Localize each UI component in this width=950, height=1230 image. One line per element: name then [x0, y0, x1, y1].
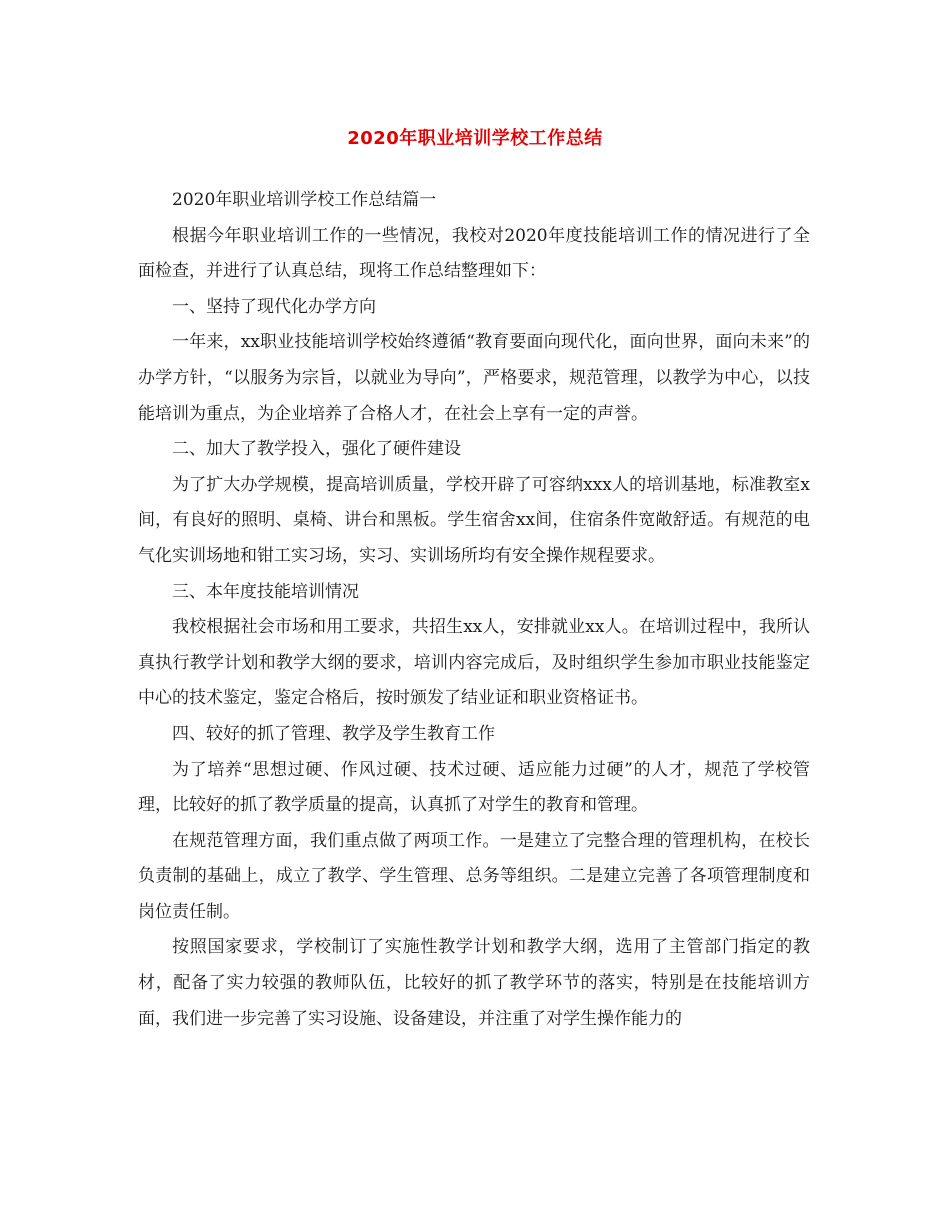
paragraph-section-4b: 在规范管理方面，我们重点做了两项工作。一是建立了完整合理的管理机构，在校长负责制的基础上，成立了教学、学生管理、总务等组织。二是建立完善了各项管理制度和岗位责任制。 — [138, 830, 810, 922]
section-heading-2: 二、加大了教学投入，强化了硬件建设 — [172, 439, 461, 460]
paragraph-section-3: 我校根据社会市场和用工要求，共招生xx人，安排就业xx人。在培训过程中，我所认真执行教学计划和教学大纲的要求，培训内容完成后，及时组织学生参加市职业技能鉴定中心的技术鉴定，鉴定合格后，按时颁发了结业证和职业资格证书。 — [138, 617, 810, 709]
paragraph-section-2: 为了扩大办学规模，提高培训质量，学校开辟了可容纳xxx人的培训基地，标准教室x间，有良好的照明、桌椅、讲台和黑板。学生宿舍xx间，住宿条件宽敞舒适。有规范的电气化实训场地和钳工实习场，实习、实训场所均有安全操作规程要求。 — [138, 474, 810, 566]
section-heading-4: 四、较好的抓了管理、教学及学生教育工作 — [172, 723, 495, 744]
paragraph-section-4a: 为了培养“思想过硬、作风过硬、技术过硬、适应能力过硬”的人才，规范了学校管理，比较好的抓了教学质量的提高，认真抓了对学生的教育和管理。 — [138, 759, 810, 816]
section-heading-3: 三、本年度技能培训情况 — [172, 581, 359, 602]
document-body — [138, 183, 810, 1037]
paragraph-section-1: 一年来，xx职业技能培训学校始终遵循“教育要面向现代化，面向世界，面向未来”的办学方针，“以服务为宗旨，以就业为导向”，严格要求，规范管理，以教学为中心，以技能培训为重点，为企业培养了合格人才，在社会上享有一定的声誉。 — [138, 332, 810, 424]
paragraph-intro: 根据今年职业培训工作的一些情况，我校对2020年度技能培训工作的情况进行了全面检查，并进行了认真总结，现将工作总结整理如下： — [138, 225, 810, 282]
document-title: 2020年职业培训学校工作总结 — [347, 128, 603, 149]
paragraph-section-4c: 按照国家要求，学校制订了实施性教学计划和教学大纲，选用了主管部门指定的教材，配备了实力较强的教师队伍，比较好的抓了教学环节的落实，特别是在技能培训方面，我们进一步完善了实习设施、设备建设，并注重了对学生操作能力的 — [138, 937, 810, 1029]
paragraph-subtitle: 2020年职业培训学校工作总结篇一 — [172, 190, 437, 210]
section-heading-1: 一、坚持了现代化办学方向 — [172, 296, 376, 317]
